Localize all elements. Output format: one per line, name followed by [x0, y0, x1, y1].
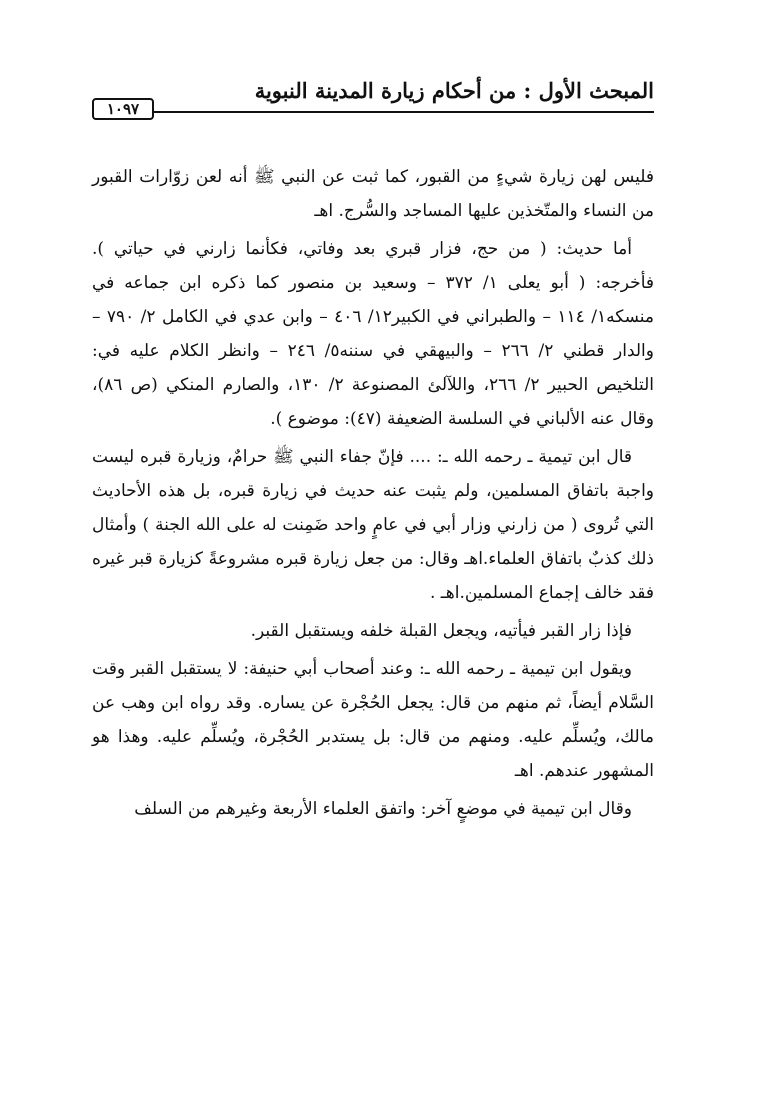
paragraph: أما حديث: ( من حج، فزار قبري بعد وفاتي، فكأنما زارني في حياتي ). فأخرجه: ( أبو يعلى ١/ ٣٧٢ – وسعيد بن منصور كما ذكره ابن جماعه في منسكه١/ ١١٤ – والطبراني في الكبير١٢/ ٤٠٦ – وابن عدي في الكامل ٢/ ٧٩٠ – والدار قطني ٢/ ٢٦٦ – والبيهقي في سننه٥/ ٢٤٦ – وانظر الكلام عليه في: التلخيص الحبير ٢/ ٢٦٦، واللآلئ المصنوعة ٢/ ١٣٠، والصارم المنكي (ص ٨٦)، وقال عنه الألباني في السلسة الضعيفة (٤٧): موضوع ). — [92, 239, 654, 429]
paragraph: وقال ابن تيمية في موضعٍ آخر: واتفق العلماء الأربعة وغيرهم من السلف — [134, 799, 632, 819]
paragraph: قال ابن تيمية ـ رحمه الله ـ: .... فإنّ جفاء النبي ﷺ حرامٌ، وزيارة قبره ليست واجبة باتفاق المسلمين، ولم يثبت عنه حديث في زيارة قبره، بل هذه الأحاديث التي تُروى ( من زارني وزار أبي في عامٍ واحد ضَمِنت له على الله الجنة ) وأمثال ذلك كذبٌ باتفاق العلماء.اهـ وقال: من جعل زيارة قبره مشروعةً كزيارة قبر غيره فقد خالف إجماع المسلمين.اهـ . — [92, 447, 654, 603]
page-number: ١٠٩٧ — [92, 98, 154, 120]
paragraph: فإذا زار القبر فيأتيه، ويجعل القبلة خلفه ويستقبل القبر. — [250, 621, 632, 641]
body-text — [92, 160, 654, 830]
paragraph: ويقول ابن تيمية ـ رحمه الله ـ: وعند أصحاب أبي حنيفة: لا يستقبل القبر وقت السَّلام أيضاً، ثم منهم من قال: يجعل الحُجْرة عن يساره. وقد رواه ابن وهب عن مالك، ويُسلِّم عليه. ومنهم من قال: بل يستدبر الحُجْرة، ويُسلِّم عليه. وهذا هو المشهور عندهم. اهـ — [92, 659, 654, 781]
header-rule — [152, 111, 654, 113]
paragraph: فليس لهن زيارة شيءٍ من القبور، كما ثبت عن النبي ﷺ أنه لعن زوّارات القبور من النساء والمتّخذين عليها المساجد والسُّرج. اهـ — [92, 167, 654, 221]
page-header — [92, 78, 654, 120]
section-title: المبحث الأول : من أحكام زيارة المدينة النبوية — [254, 78, 654, 103]
